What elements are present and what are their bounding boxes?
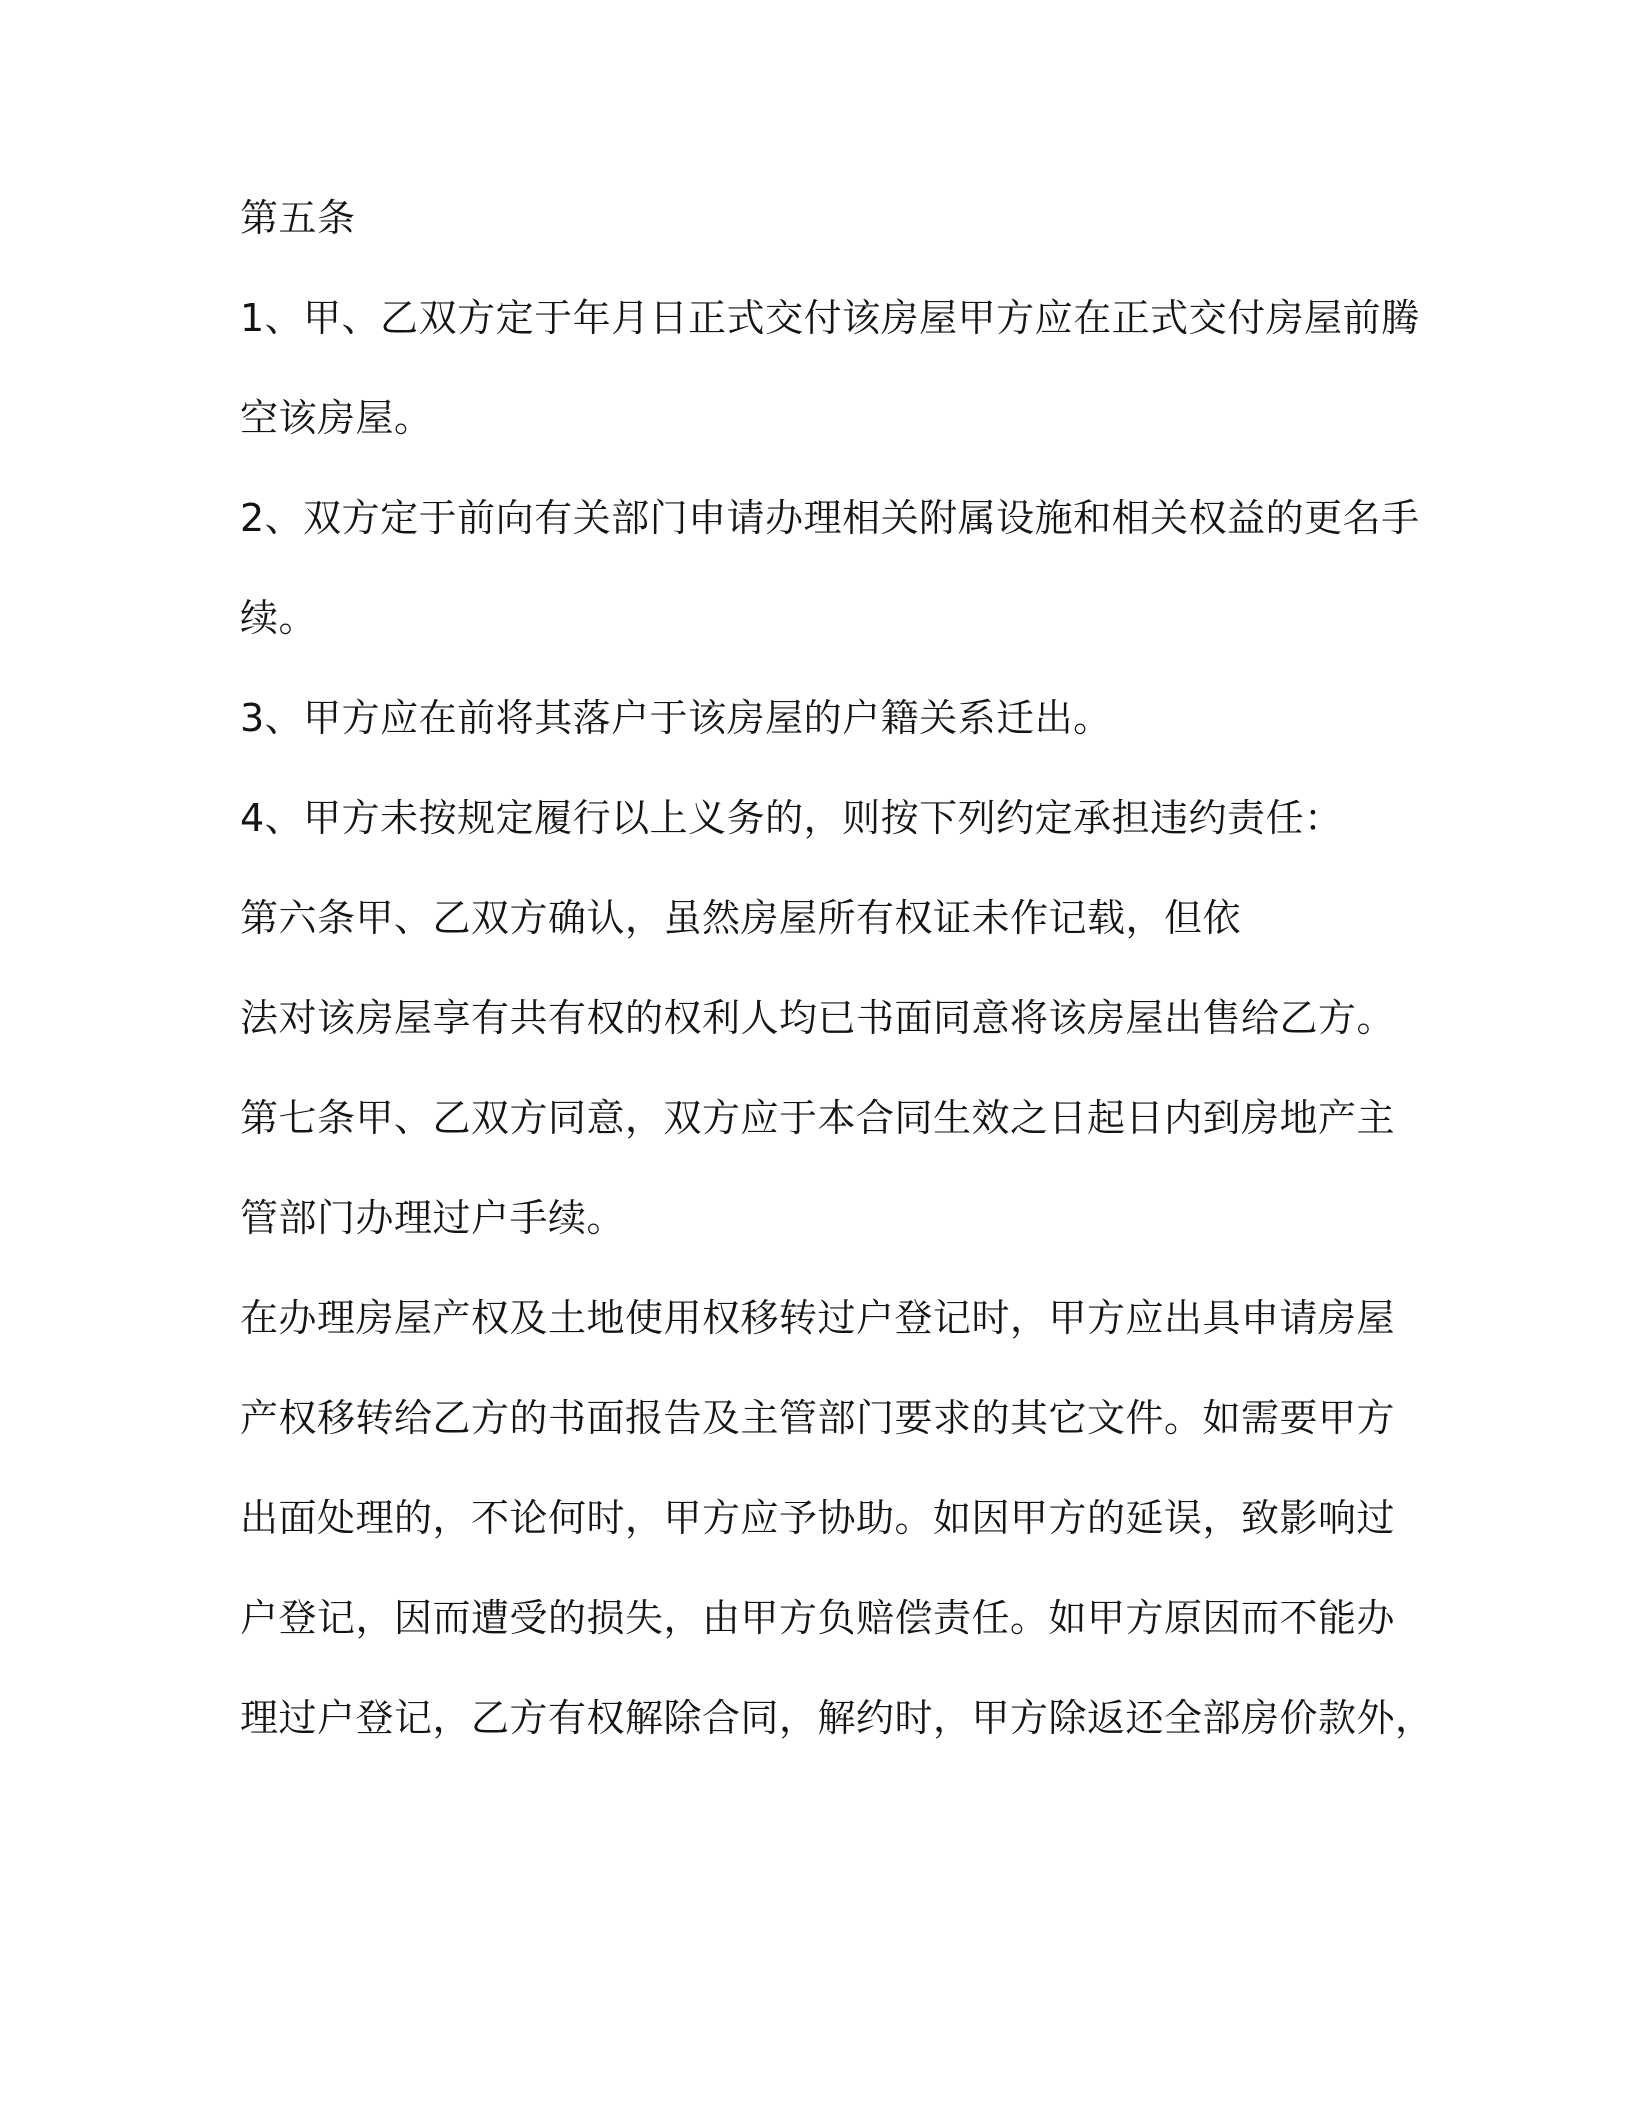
transfer-paragraph-line-4: 户登记，因而遭受的损失，由甲方负赔偿责任。如甲方原因而不能办 <box>240 1596 1396 1640</box>
transfer-paragraph-line-2: 产权移转给乙方的书面报告及主管部门要求的其它文件。如需要甲方 <box>240 1396 1396 1440</box>
article-6-line-2: 法对该房屋享有共有权的权利人均已书面同意将该房屋出售给乙方。 <box>240 996 1396 1040</box>
clause-2-line-2: 续。 <box>240 596 318 640</box>
clause-1-line-2: 空该房屋。 <box>240 396 433 440</box>
clause-3: 3、甲方应在前将其落户于该房屋的户籍关系迁出。 <box>240 696 1112 740</box>
article-7-line-1: 第七条甲、乙双方同意，双方应于本合同生效之日起日内到房地产主 <box>240 1096 1396 1140</box>
article-7-line-2: 管部门办理过户手续。 <box>240 1196 626 1240</box>
transfer-paragraph-line-1: 在办理房屋产权及土地使用权移转过户登记时，甲方应出具申请房屋 <box>240 1296 1396 1340</box>
clause-4: 4、甲方未按规定履行以上义务的，则按下列约定承担违约责任： <box>240 796 1343 840</box>
article-6-line-1: 第六条甲、乙双方确认，虽然房屋所有权证未作记载，但依 <box>240 896 1242 940</box>
clause-1-line-1: 1、甲、乙双方定于年月日正式交付该房屋甲方应在正式交付房屋前腾 <box>240 296 1420 340</box>
clause-2-line-1: 2、双方定于前向有关部门申请办理相关附属设施和相关权益的更名手 <box>240 496 1420 540</box>
transfer-paragraph-line-3: 出面处理的，不论何时，甲方应予协助。如因甲方的延误，致影响过 <box>240 1496 1396 1540</box>
article-5-heading: 第五条 <box>240 196 356 240</box>
transfer-paragraph-line-5: 理过户登记，乙方有权解除合同，解约时，甲方除返还全部房价款外， <box>240 1696 1434 1740</box>
